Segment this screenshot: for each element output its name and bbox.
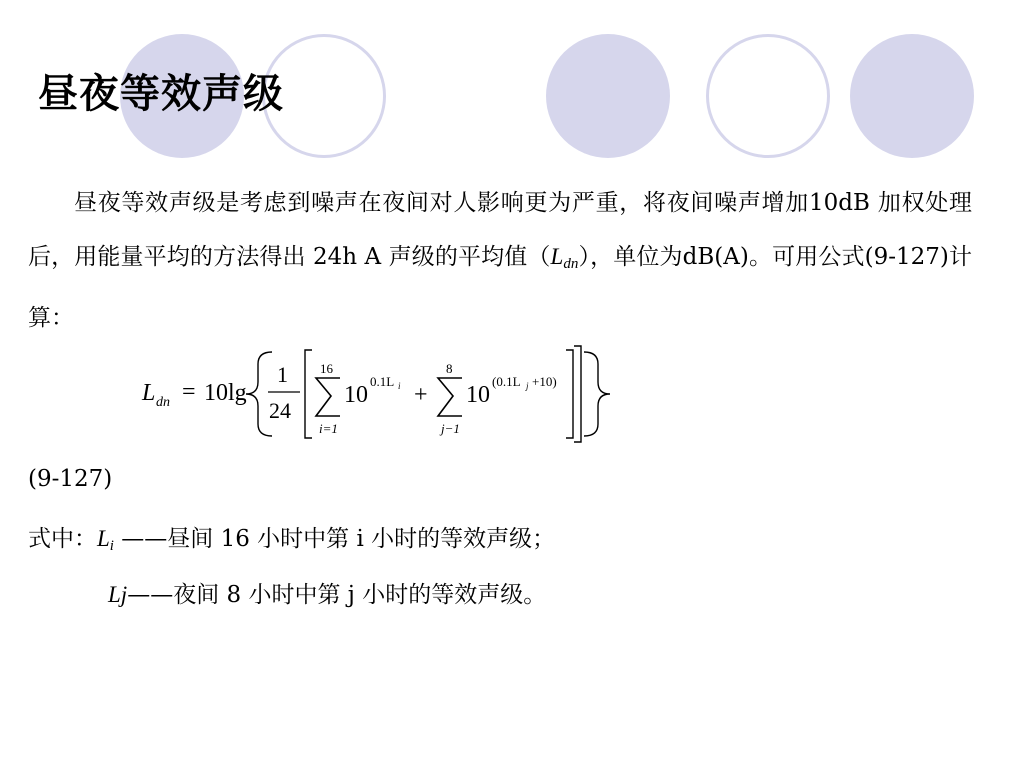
sum2-upper-limit: 8 (446, 361, 453, 376)
fraction-denominator: 24 (269, 398, 291, 423)
decor-circle-3 (850, 34, 974, 158)
symbol-li: L (97, 526, 110, 551)
sum1-upper-limit: 16 (320, 361, 333, 376)
symbol-l: L (550, 244, 564, 269)
formula-lhs-sub: dn (156, 395, 170, 410)
left-bracket (305, 350, 312, 438)
formula-equals: = (182, 379, 196, 405)
formula-plus: + (414, 382, 428, 408)
decor-ring-2 (706, 34, 830, 158)
where-day-text: ——昼间 16 小时中第 i 小时的等效声级； (113, 526, 556, 552)
formula-coef: 10lg (204, 380, 247, 406)
right-bracket-outer (574, 346, 581, 442)
paragraph-text-1: 昼夜等效声级是考虑到噪声在夜间对人影响更为严重，将夜间噪声增加10dB 加权处理后，用能量平均的方法得出 24h A 声级的平均值（ (28, 190, 972, 270)
sum1-sigma (316, 378, 340, 416)
exponent-2: (0.1L (492, 374, 521, 389)
symbol-l-subscript: dn (563, 256, 579, 272)
equation-number: (9-127) (28, 466, 113, 492)
base-2: 10 (466, 382, 490, 408)
where-lead: 式中： (28, 526, 97, 552)
where-line-day (28, 520, 555, 555)
exponent-2-close: +10) (532, 374, 557, 389)
symbol-lj: Lj (108, 582, 128, 607)
decor-circle-2 (546, 34, 670, 158)
sum2-lower-limit: j−1 (441, 421, 460, 436)
paragraph-text-2: ），单位为dB(A)。可用公式(9-127)计算： (28, 244, 972, 331)
where-line-night (108, 576, 546, 609)
symbol-li-subscript: i (109, 538, 114, 554)
exponent-1: 0.1L (370, 374, 395, 389)
exponent-1-sub: i (398, 381, 401, 391)
sum1-lower-limit: i=1 (319, 421, 338, 436)
base-1: 10 (344, 382, 368, 408)
fraction-numerator: 1 (277, 362, 288, 387)
formula-ldn (0, 340, 1024, 450)
sum2-sigma (438, 378, 462, 416)
where-night-text: ——夜间 8 小时中第 j 小时的等效声级。 (127, 582, 547, 608)
exponent-2-sub: j (526, 381, 529, 391)
slide-title: 昼夜等效声级 (38, 71, 284, 117)
formula-lhs: L (142, 380, 156, 406)
intro-paragraph (28, 176, 972, 345)
right-brace (584, 352, 610, 436)
right-bracket-inner (566, 350, 573, 438)
left-brace (246, 352, 272, 436)
